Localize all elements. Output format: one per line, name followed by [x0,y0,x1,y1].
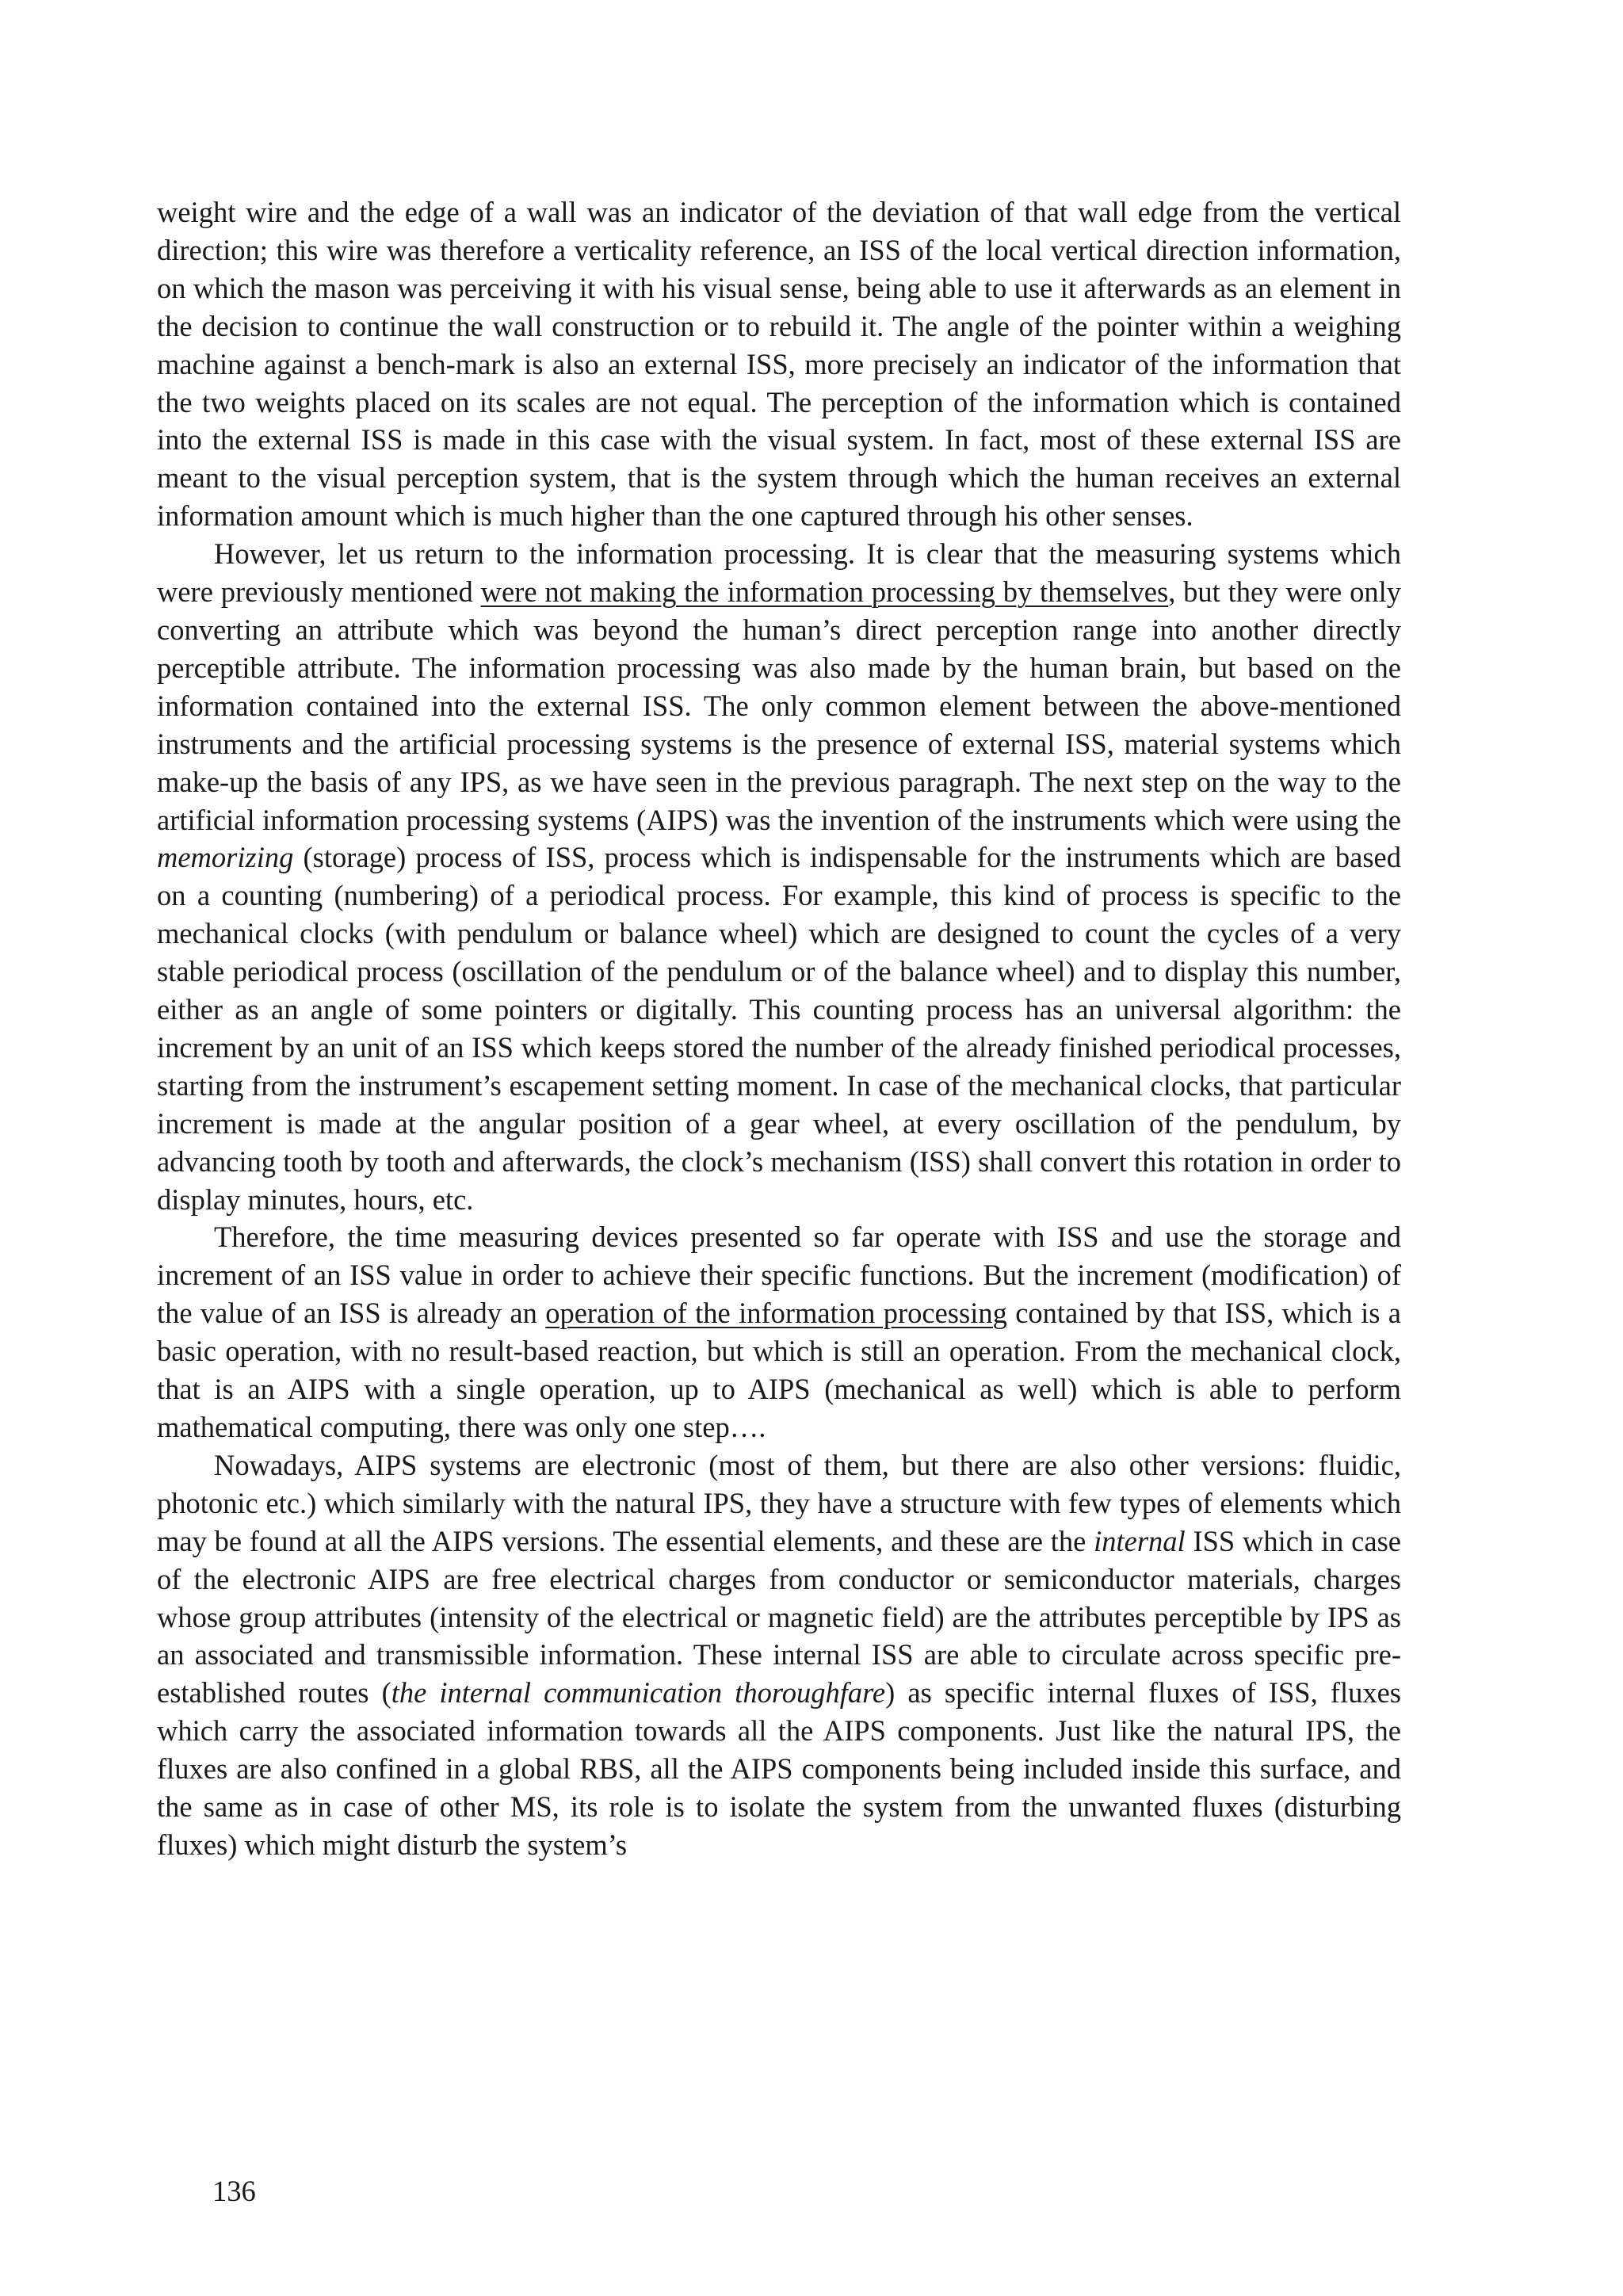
text-run: Nowadays, AIPS systems are electronic (most of them, but there are also other versions: fluidic, photonic etc.) which similarly with the natural IPS, they have a structure with few types of elements which may be found at all the AIPS versions. The essential elements, and these are the [157,1448,1401,1557]
text-run: ) as specific internal fluxes of ISS, fluxes which carry the associated information towards all the AIPS components. Just like the natural IPS, the fluxes are also confined in a global RBS, all the AIPS components being included inside this surface, and the same as in case of other MS, its role is to isolate the system from the unwanted fluxes (disturbing fluxes) which might disturb the system’s [157,1676,1401,1861]
text-run: ISS which in case of the electronic AIPS are free electrical charges from conductor or semiconductor materials, charges whose group attributes (intensity of the electrical or magnetic field) are the attributes perceptible by IPS as an associated and transmissible information. These internal ISS are able to circulate across specific pre-established routes ( [157,1524,1401,1710]
text-run: contained by that ISS, which is a basic operation, with no result-based reaction, but which is still an operation. From the mechanical clock, that is an AIPS with a single operation, up to AIPS (mechanical as well) which is able to perform mathematical computing, there was only one step…. [157,1297,1401,1443]
paragraph [157,1218,1401,1446]
italic-text: internal [1094,1524,1186,1557]
text-run: (storage) process of ISS, process which is indispensable for the instruments which are based on a counting (numbering) of a periodical process. For example, this kind of process is specific to the mechanical clocks (with pendulum or balance wheel) which are designed to count the cycles of a very stable periodical process (oscillation of the pendulum or of the balance wheel) and to display this number, either as an angle of some pointers or digitally. This counting process has an universal algorithm: the increment by an unit of an ISS which keeps stored the number of the already finished periodical processes, starting from the instrument’s escapement setting moment. In case of the mechanical clocks, that particular increment is made at the angular position of a gear wheel, at every oscillation of the pendulum, by advancing tooth by tooth and afterwards, the clock’s mechanism (ISS) shall convert this rotation in order to display minutes, hours, etc. [157,841,1401,1216]
text-run: Therefore, the time measuring devices presented so far operate with ISS and use the storage and increment of an ISS value in order to achieve their specific functions. But the increment (modification) of the value of an ISS is already an [157,1221,1401,1330]
paragraph [157,193,1401,535]
italic-text: memorizing [157,841,294,874]
text-run: , but they were only converting an attribute which was beyond the human’s direct perception range into another directly perceptible attribute. The information processing was also made by the human brain, but based on the information contained into the external ISS. The only common element between the above-mentioned instruments and the artificial processing systems is the presence of external ISS, material systems which make-up the basis of any IPS, as we have seen in the previous paragraph. The next step on the way to the artificial information processing systems (AIPS) was the invention of the instruments which were using the [157,575,1401,836]
paragraph [157,535,1401,1218]
text-run: However, let us return to the information processing. It is clear that the measuring systems which were previously mentioned [157,537,1401,609]
paragraph [157,1446,1401,1864]
body-text [157,193,1401,1864]
italic-text: the internal communication thoroughfare [391,1676,886,1710]
underlined-text: were not making the information processing by themselves [480,575,1169,609]
underlined-text: operation of the information processing [545,1297,1007,1330]
text-run: weight wire and the edge of a wall was an indicator of the deviation of that wall edge from the vertical direction; this wire was therefore a verticality reference, an ISS of the local vertical direction information, on which the mason was perceiving it with his visual sense, being able to use it afterwards as an element in the decision to continue the wall construction or to rebuild it. The angle of the pointer within a weighing machine against a bench-mark is also an external ISS, more precisely an indicator of the information that the two weights placed on its scales are not equal. The perception of the information which is contained into the external ISS is made in this case with the visual system. In fact, most of these external ISS are meant to the visual perception system, that is the system through which the human receives an external information amount which is much higher than the one captured through his other senses. [157,196,1401,533]
page-number: 136 [212,2175,256,2207]
